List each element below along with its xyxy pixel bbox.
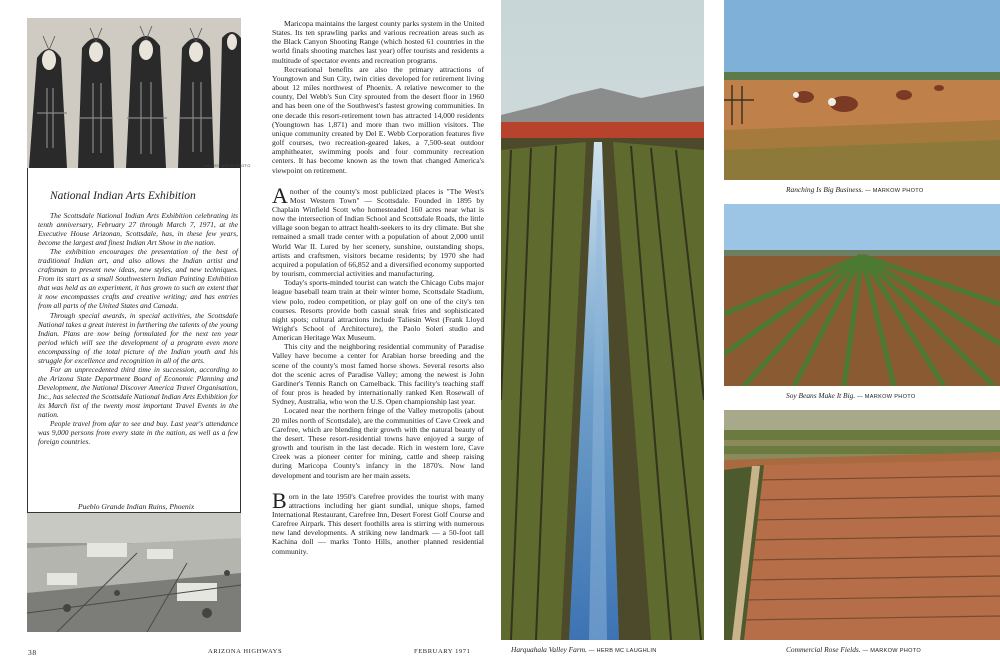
caption-title: Soy Beans Make It Big. xyxy=(786,391,856,400)
painting-credit: ALLIED ARTS PHOTO xyxy=(205,163,251,168)
paragraph-text: orn in the late 1950's Carefree provides the tourist with many attractions including her giant sundial, unique shops, famed International Restaurant, Carefree Inn, Desert Forest Golf Course and Carefree Airpark. This desert foothills area is stirring with numerous new land developments. A striking new landmark — a 50-foot tall Kachina doll — marks Tonto Hills, another planned residential community. xyxy=(272,491,484,556)
sidebar-body xyxy=(38,211,238,446)
rose-caption xyxy=(786,645,921,654)
article-paragraph: This city and the neighboring residential community of Paradise Valley have become a center for Arabian horse breeding and the scene of the county's most famed horse shows. Several resorts also dot the scenic acres of Paradise Valley; among the newest is John Gardiner's Tennis Ranch on Camelback. This facility's teaching staff of four pros is headed by internationally ranked Ken Rosewall of Sydney, Australia, who won the U.S. Open championship last year. xyxy=(272,342,484,407)
sidebar-paragraph: The exhibition encourages the presentation of the best of traditional Indian art, and also allows the Indian artist and craftsman to present new ideas, new styles, and new techniques. From its start as a small Southwestern Indian Painting Exhibition that was held as an experiment, it has grown to such an extent that it now encompasses crafts and creative writing; and has entries from all parts of the United States and Canada. xyxy=(38,247,238,311)
ruins-photo-credit xyxy=(11,520,17,620)
ranching-photo xyxy=(724,0,1000,180)
article-paragraph-carefree xyxy=(272,487,484,556)
article-column xyxy=(272,19,484,556)
ranching-caption xyxy=(786,185,924,194)
caption-credit: — HERB MC LAUGHLIN xyxy=(588,648,657,654)
article-paragraph: Recreational benefits are also the primary attractions of Youngtown and Sun City, twin cities developed for retirement living about 12 miles northwest of Phoenix. A relative newcomer to the county, Del Webb's Sun City sprouted from the desert floor in 1960 and has been one of the Southwest's fastest growing communities. In one decade this resort-retirement town has attracted 14,000 residents (Youngtown has 1,871) and more than two million visitors. The unique community created by Del E. Webb Corporation features five golf courses, two recreation-geared lakes, a 7,500-seat outdoor amphitheater, swimming pools and four community recreation centers. It has become known as the town that changed America's viewpoint on retirement. xyxy=(272,64,484,175)
soy-beans-photo xyxy=(724,204,1000,386)
paragraph-text: nother of the county's most publicized places is "The West's Most Western Town" — Scottsdale. Founded in 1895 by Chaplain Winfield Scott who homesteaded 160 acres near what is now the intersection of Indian School and Scottsdale Roads, the little village soon began to attract health-seekers to its dry climate. But she remained a small trade center with a population of about 2,000 until World War II. Lured by her scenery, sunshine, outstanding shops, artists and craftsmen, visitors became residents; by 1970 she had acquired a population of 66,852 and a diversified economy supported by tourism, commercial activities and manufacturing. xyxy=(272,186,484,279)
page-number: 38 xyxy=(28,648,37,657)
drop-cap: A xyxy=(272,182,288,208)
caption-title: Ranching Is Big Business. xyxy=(786,185,864,194)
sidebar-paragraph: People travel from afar to see and buy. Last year's attendance was 9,000 persons from every state in the nation, as well as a few foreign countries. xyxy=(38,419,238,447)
article-paragraph-scottsdale xyxy=(272,182,484,279)
indian-painting-image xyxy=(27,18,241,168)
issue-date: FEBRUARY 1971 xyxy=(414,648,471,655)
ruins-caption: Pueblo Grande Indian Ruins, Phoenix xyxy=(78,502,195,511)
article-paragraph: Located near the northern fringe of the Valley metropolis (about 20 miles north of Scottsdale), are the communities of Cave Creek and Carefree, which are blending their growth with the natural beauty of the desert. These resort-residential towns have enjoyed a surge of growth and tourism in the last decade. Rich in western lore, Cave Creek was a pioneer center for mining, cattle and sheep raising during Maricopa County's infancy in the 1870's. Now land development and tourism are her main assets. xyxy=(272,406,484,480)
caption-title: Harquahala Valley Farm. xyxy=(511,645,587,654)
sidebar-paragraph: The Scottsdale National Indian Arts Exhibition celebrating its tenth anniversary, February 27 through March 7, 1971, at the Executive House Arizonan, Scottsdale, has, in these few years, become the largest and finest Indian Art Show in the nation. xyxy=(38,211,238,248)
caption-title: Commercial Rose Fields. xyxy=(786,645,861,654)
rose-fields-photo xyxy=(724,410,1000,640)
canal-caption xyxy=(511,645,657,654)
soy-caption xyxy=(786,391,916,400)
caption-credit: — MARKOW PHOTO xyxy=(862,648,921,654)
canal-farm-photo xyxy=(501,0,704,640)
ruins-aerial-photo xyxy=(27,513,241,632)
article-paragraph: Maricopa maintains the largest county parks system in the United States. Its ten sprawling parks and various recreation areas such as the Black Canyon Shooting Range (which hosted 61 countries in the world finals shooting matches last year) offer tourists and residents a multitude of spectator events and recreation programs. xyxy=(272,19,484,65)
sidebar-title: National Indian Arts Exhibition xyxy=(50,190,196,202)
magazine-name: ARIZONA HIGHWAYS xyxy=(208,648,283,655)
caption-credit: — MARKOW PHOTO xyxy=(865,188,924,194)
sidebar-paragraph: Through special awards, in special activities, the Scottsdale National takes a great interest in furthering the talents of the young Indian. Plans are now being formulated for the next ten year period which will see the development of a program even more encompassing of the total picture of the Indian youth and his struggle for excellence and recognition in all of the arts. xyxy=(38,310,238,365)
sidebar-paragraph: For an unprecedented third time in succession, according to the Arizona State Department Board of Economic Planning and Development, the National Discover America Travel Organisation, Inc., has selected the Scottsdale National Indian Arts Exhibition for its March list of the twenty most important Travel Events in the nation. xyxy=(38,364,239,420)
caption-credit: — MARKOW PHOTO xyxy=(857,394,916,400)
article-paragraph: Today's sports-minded tourist can watch the Chicago Cubs major league baseball team train at their winter home, Scottsdale Stadium, view polo, rodeo competition, or play golf on one of the city's ten courses. Resorts provide both casual steak fries and sophisticated night spots; cultural attractions include Taliesin West (Frank Lloyd Wright's School of Architecture), the Paolo Soleri studio and American Heritage Wax Museum. xyxy=(272,278,484,343)
drop-cap: B xyxy=(272,487,287,513)
